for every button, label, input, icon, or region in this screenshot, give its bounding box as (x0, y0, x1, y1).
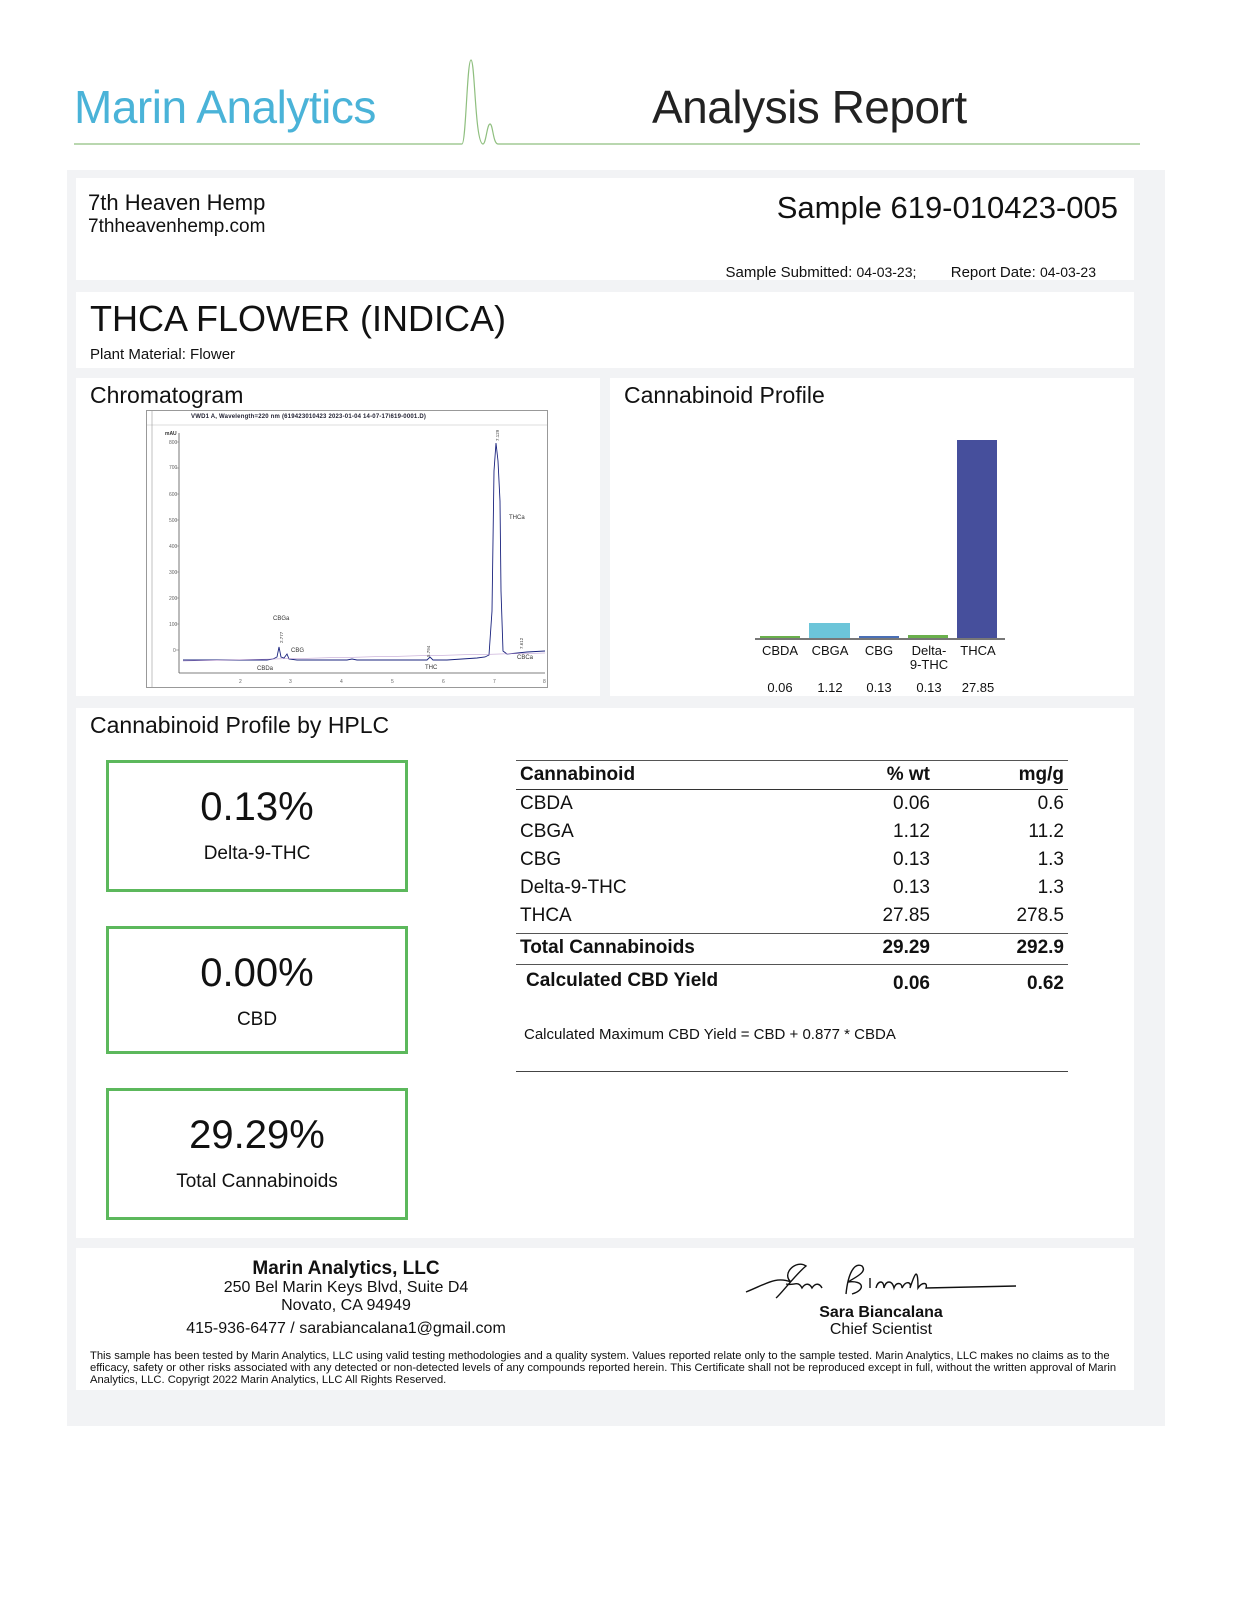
cell-name: Calculated CBD Yield (526, 970, 719, 991)
table-row (516, 846, 1068, 874)
report-body (67, 170, 1165, 1426)
cell-pct: 0.06 (893, 973, 930, 994)
svg-text:3: 3 (289, 679, 292, 685)
svg-text:4: 4 (340, 679, 343, 685)
svg-text:400: 400 (169, 544, 178, 550)
cell-pct: 27.85 (882, 905, 930, 926)
svg-text:800: 800 (169, 440, 178, 446)
lab-address-line2: Novato, CA 94949 (281, 1297, 411, 1314)
cell-name: CBDA (520, 793, 573, 814)
report-title: Analysis Report (652, 81, 967, 133)
svg-text:7: 7 (493, 679, 496, 685)
sample-submitted-value: 04-03-23; (856, 264, 917, 280)
svg-text:mAU: mAU (165, 431, 177, 437)
svg-text:0: 0 (173, 648, 176, 654)
cell-mg: 11.2 (1028, 821, 1064, 842)
svg-text:700: 700 (169, 465, 178, 471)
cell-name: CBGA (520, 821, 574, 842)
product-panel (76, 292, 1134, 368)
hplc-title: Cannabinoid Profile by HPLC (90, 712, 390, 738)
bar-label-cbda: CBDA (761, 643, 799, 658)
svg-text:8: 8 (543, 679, 546, 685)
cell-mg: 1.3 (1037, 849, 1064, 870)
chromatogram-plot-title: VWD1 A, Wavelength=220 nm (619423010423 2023-01-04 14-07-17\619-0001.D) (191, 414, 427, 420)
bar-value-delta-9-thc: 0.13 (916, 680, 942, 695)
client-name: 7th Heaven Hemp (88, 190, 266, 215)
summary-card-label: Total Cannabinoids (176, 1171, 338, 1192)
svg-text:5: 5 (391, 679, 394, 685)
profile-chart-panel (610, 378, 1134, 696)
svg-text:300: 300 (169, 570, 178, 576)
bar-value-cbg: 0.13 (866, 680, 892, 695)
bar-label-line1: Delta- (911, 643, 947, 658)
summary-card-label: CBD (236, 1009, 278, 1030)
table-row (516, 818, 1068, 846)
svg-text:100: 100 (169, 622, 178, 628)
signer-title: Chief Scientist (829, 1321, 933, 1338)
table-row (516, 790, 1068, 818)
svg-text:CBGa: CBGa (273, 616, 290, 622)
svg-text:200: 200 (169, 596, 178, 602)
signer-name: Sara Biancalana (819, 1304, 943, 1321)
summary-card-delta-9-thc (106, 760, 408, 892)
footer-panel (76, 1248, 1134, 1390)
divider (516, 1071, 1068, 1072)
cell-pct: 0.13 (893, 877, 930, 898)
cell-mg: 292.9 (1016, 937, 1064, 958)
cell-mg: 1.3 (1037, 877, 1064, 898)
chromatogram-plot (146, 410, 548, 688)
cell-pct: 0.13 (893, 849, 930, 870)
client-panel (76, 178, 1134, 280)
header-cannabinoid: Cannabinoid (520, 764, 636, 785)
table-total-row (516, 933, 1068, 965)
bar-label-cbga: CBGA (811, 643, 849, 658)
svg-text:THC: THC (425, 665, 438, 671)
svg-text:CBDa: CBDa (257, 666, 274, 672)
chromatogram-trace (147, 411, 547, 687)
summary-card-value: 0.13% (200, 785, 314, 829)
product-name: THCA FLOWER (INDICA) (90, 298, 507, 339)
svg-text:CBCa: CBCa (517, 655, 534, 661)
bar-label-cbg: CBG (864, 643, 894, 658)
svg-text:7.129: 7.129 (495, 429, 500, 441)
lab-address-line1: 250 Bel Marin Keys Blvd, Suite D4 (223, 1279, 469, 1296)
cell-mg: 0.62 (1027, 973, 1064, 994)
summary-card-label: Delta-9-THC (203, 843, 311, 864)
cell-pct: 29.29 (882, 937, 930, 958)
cell-name: Delta-9-THC (520, 877, 627, 898)
cannabinoid-table (516, 760, 1068, 999)
cell-name: Total Cannabinoids (520, 937, 695, 958)
svg-text:2.777: 2.777 (279, 631, 284, 643)
cell-pct: 0.06 (893, 793, 930, 814)
cbd-yield-formula: Calculated Maximum CBD Yield = CBD + 0.877 * CBDA (524, 1026, 896, 1043)
summary-card-value: 29.29% (189, 1113, 325, 1157)
bar-thca (957, 440, 997, 638)
bar-chart-x-axis (755, 638, 1005, 640)
svg-text:6: 6 (442, 679, 445, 685)
brand-logo-text: Marin Analytics (74, 81, 376, 133)
svg-text:CBG: CBG (291, 648, 305, 654)
cell-mg: 0.6 (1037, 793, 1064, 814)
bar-value-cbga: 1.12 (817, 680, 843, 695)
bar-cbga (809, 623, 850, 638)
report-header (0, 0, 1236, 160)
bar-value-cbda: 0.06 (767, 680, 793, 695)
summary-card-cbd (106, 926, 408, 1054)
lab-name: Marin Analytics, LLC (252, 1258, 440, 1279)
lab-contact: 415-936-6477 / sarabiancalana1@gmail.com (186, 1320, 506, 1337)
sample-submitted-label: Sample Submitted: (725, 264, 853, 281)
cell-pct: 1.12 (893, 821, 930, 842)
bar-label-delta-9-thc (904, 644, 954, 672)
summary-card-value: 0.00% (200, 951, 314, 995)
disclaimer-text: This sample has been tested by Marin Analytics, LLC using valid testing methodologies and a quality system. Values reported relate only to the sample tested. Marin Analytics, LLC makes no claims as to the efficacy, safety or other risks associated with any detected or non-detected levels of any compounds reported herein. This Certificate shall not be reproduced except in full, without the written approval of Marin Analytics, LLC. Copyrigt 2022 Marin Analytics, LLC All Rights Reserved. (90, 1350, 1117, 1386)
report-date-value: 04-03-23 (1039, 264, 1096, 280)
svg-text:600: 600 (169, 492, 178, 498)
table-header (516, 760, 1068, 790)
svg-text:THCa: THCa (509, 515, 525, 521)
table-row (516, 902, 1068, 930)
svg-text:7.612: 7.612 (519, 637, 524, 649)
report-date-label: Report Date: (950, 264, 1036, 281)
sample-id: Sample 619-010423-005 (776, 190, 1118, 225)
cell-name: THCA (520, 905, 572, 926)
client-website: 7thheavenhemp.com (88, 216, 266, 237)
chromatogram-title: Chromatogram (90, 382, 244, 408)
table-row (516, 874, 1068, 902)
header-pct-wt: % wt (886, 764, 930, 785)
bar-value-thca: 27.85 (961, 680, 995, 695)
bar-label-thca: THCA (960, 643, 996, 658)
cell-mg: 278.5 (1016, 905, 1064, 926)
sample-dates (726, 264, 1096, 281)
cell-name: CBG (520, 849, 562, 870)
plant-material: Plant Material: Flower (90, 346, 236, 363)
signature-image (736, 1254, 1036, 1304)
svg-text:5.794: 5.794 (426, 645, 431, 657)
summary-card-total-cannabinoids (106, 1088, 408, 1220)
svg-text:500: 500 (169, 518, 178, 524)
hplc-panel (76, 708, 1134, 1238)
chromatogram-panel (76, 378, 600, 696)
bar-chart (755, 428, 1005, 638)
svg-text:2: 2 (239, 679, 242, 685)
profile-chart-title: Cannabinoid Profile (624, 382, 825, 408)
bar-label-line2: 9-THC (909, 657, 949, 672)
table-yield-row (516, 965, 1068, 999)
header-mg-g: mg/g (1018, 764, 1064, 785)
